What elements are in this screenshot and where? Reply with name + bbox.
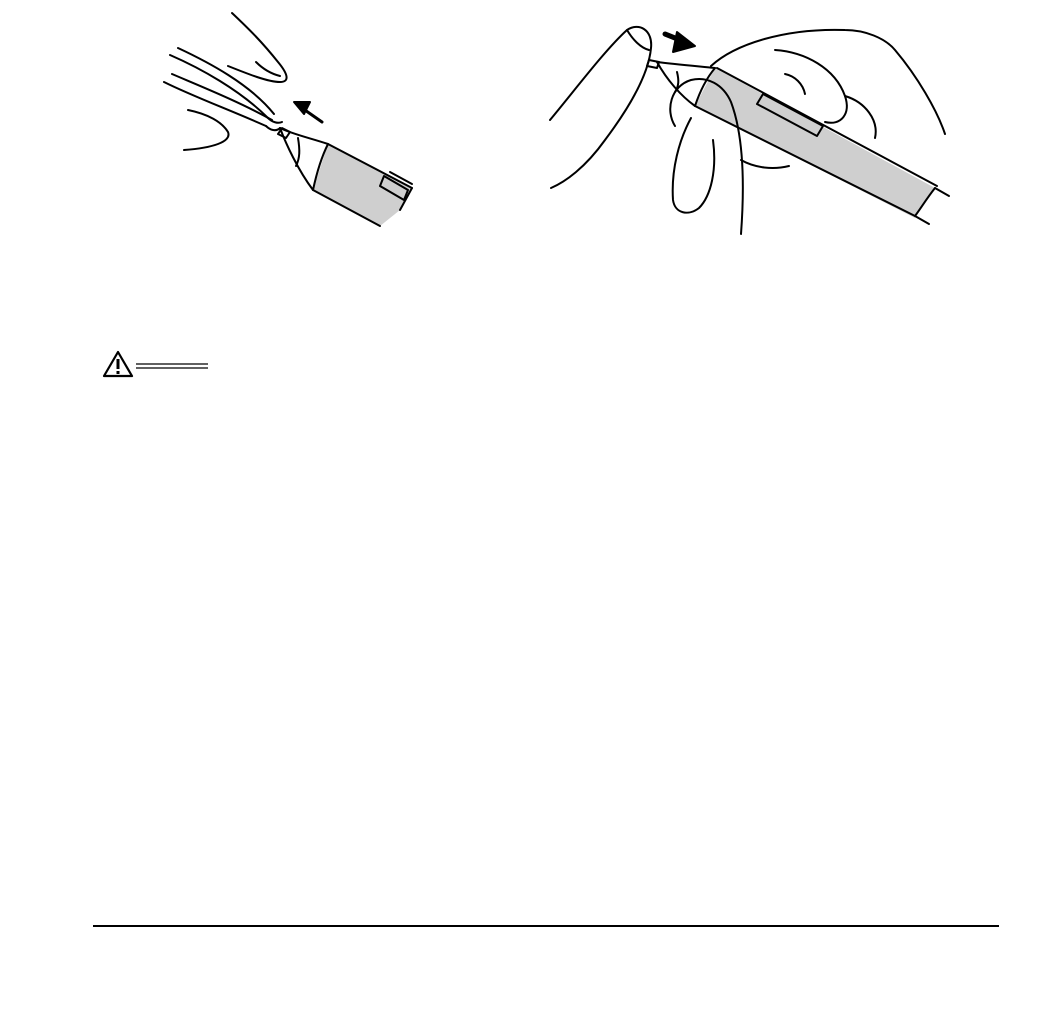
pull-out-arrow-icon xyxy=(294,102,322,122)
push-in-arrow-icon xyxy=(665,32,695,52)
finger-bottom-shape xyxy=(184,110,229,150)
finger-top-shape xyxy=(228,13,287,82)
footer-divider xyxy=(93,925,999,927)
pen-shape xyxy=(278,128,412,226)
warning-triangle-icon xyxy=(100,348,210,380)
pen-shape xyxy=(647,60,949,224)
tweezers-shape xyxy=(164,48,282,130)
tweezers-nib-removal-illustration xyxy=(150,10,420,235)
hand-nib-insertion-illustration xyxy=(545,10,955,245)
finger-left-shape xyxy=(550,27,651,188)
